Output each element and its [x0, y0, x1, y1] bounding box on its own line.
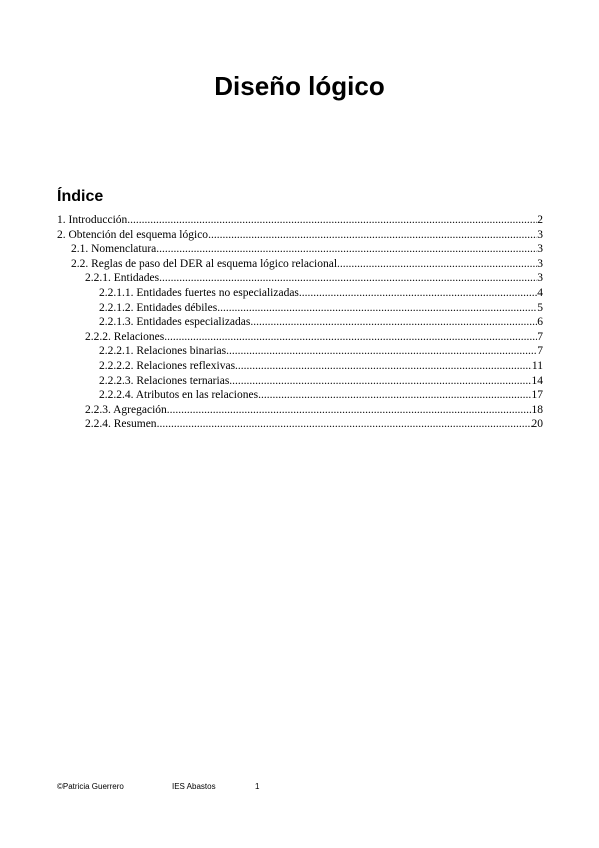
toc-entry-page: 20: [531, 418, 543, 431]
toc-dot-leader: [208, 228, 537, 243]
toc-entry-label: 2.2.1.3. Entidades especializadas: [99, 316, 251, 329]
toc-entry-page: 3: [537, 257, 543, 270]
toc-entry[interactable]: [57, 344, 543, 359]
toc-entry-label: 2.1. Nomenclatura: [71, 243, 157, 256]
toc-entry[interactable]: [57, 388, 543, 403]
document-title: Diseño lógico: [214, 71, 385, 101]
toc-entry[interactable]: [57, 403, 543, 418]
toc-dot-leader: [235, 359, 532, 374]
toc-entry-page: 3: [537, 228, 543, 241]
toc-entry-page: 11: [531, 359, 543, 372]
toc-entry-label: 2.2.1.1. Entidades fuertes no especializadas: [99, 286, 299, 299]
toc-entry[interactable]: [57, 271, 543, 286]
toc-entry[interactable]: [57, 286, 543, 301]
toc-entry-label: 2.2. Reglas de paso del DER al esquema lógico relacional: [71, 257, 338, 270]
toc-entry[interactable]: [57, 330, 543, 345]
toc-entry[interactable]: [57, 301, 543, 316]
toc-dot-leader: [299, 286, 537, 301]
toc-entry-label: 2.2.1.2. Entidades débiles: [99, 301, 218, 314]
toc-entry-label: 2.2.2.1. Relaciones binarias: [99, 345, 227, 358]
toc-entry[interactable]: [57, 242, 543, 257]
toc-entry-label: 2.2.2.2. Relaciones reflexivas: [99, 359, 236, 372]
toc-dot-leader: [217, 301, 537, 316]
toc-entry[interactable]: [57, 213, 543, 228]
toc-dot-leader: [164, 330, 537, 345]
toc-entry[interactable]: [57, 374, 543, 389]
toc-entry[interactable]: [57, 417, 543, 432]
toc-dot-leader: [229, 374, 531, 389]
toc-dot-leader: [167, 403, 532, 418]
toc-entry-label: 2.2.2.4. Atributos en las relaciones: [99, 389, 259, 402]
toc-entry-page: 7: [537, 345, 543, 358]
toc-entry[interactable]: [57, 228, 543, 243]
toc-entry-label: 2.2.1. Entidades: [85, 272, 160, 285]
table-of-contents: [57, 213, 543, 432]
toc-entry-page: 7: [537, 330, 543, 343]
toc-entry-page: 4: [537, 286, 543, 299]
toc-dot-leader: [159, 271, 537, 286]
toc-entry-page: 3: [537, 243, 543, 256]
toc-entry-label: 2. Obtención del esquema lógico: [57, 228, 209, 241]
toc-entry-page: 18: [531, 403, 543, 416]
toc-entry-page: 2: [537, 214, 543, 226]
toc-entry-label: 2.2.2.3. Relaciones ternarias: [99, 374, 230, 387]
toc-dot-leader: [250, 315, 537, 330]
toc-heading: Índice: [57, 188, 104, 205]
toc-entry-label: 2.2.2. Relaciones: [85, 330, 165, 343]
toc-entry[interactable]: [57, 257, 543, 272]
toc-entry[interactable]: [57, 315, 543, 330]
toc-entry-label: 1. Introducción: [57, 214, 128, 226]
toc-dot-leader: [226, 344, 537, 359]
footer-author: ©Patricia Guerrero: [57, 782, 124, 791]
toc-entry-label: 2.2.4. Resumen: [85, 418, 157, 431]
toc-entry-page: 6: [537, 316, 543, 329]
toc-dot-leader: [127, 213, 537, 228]
toc-dot-leader: [258, 388, 531, 403]
toc-dot-leader: [156, 242, 537, 257]
footer-page-number: 1: [255, 782, 260, 791]
toc-entry[interactable]: [57, 359, 543, 374]
toc-entry-page: 14: [531, 374, 543, 387]
toc-entry-label: 2.2.3. Agregación: [85, 403, 167, 416]
toc-dot-leader: [337, 257, 537, 272]
toc-entry-page: 5: [537, 301, 543, 314]
toc-entry-page: 17: [531, 389, 543, 402]
toc-entry-page: 3: [537, 272, 543, 285]
footer-school: IES Abastos: [172, 782, 216, 791]
toc-dot-leader: [157, 417, 532, 432]
